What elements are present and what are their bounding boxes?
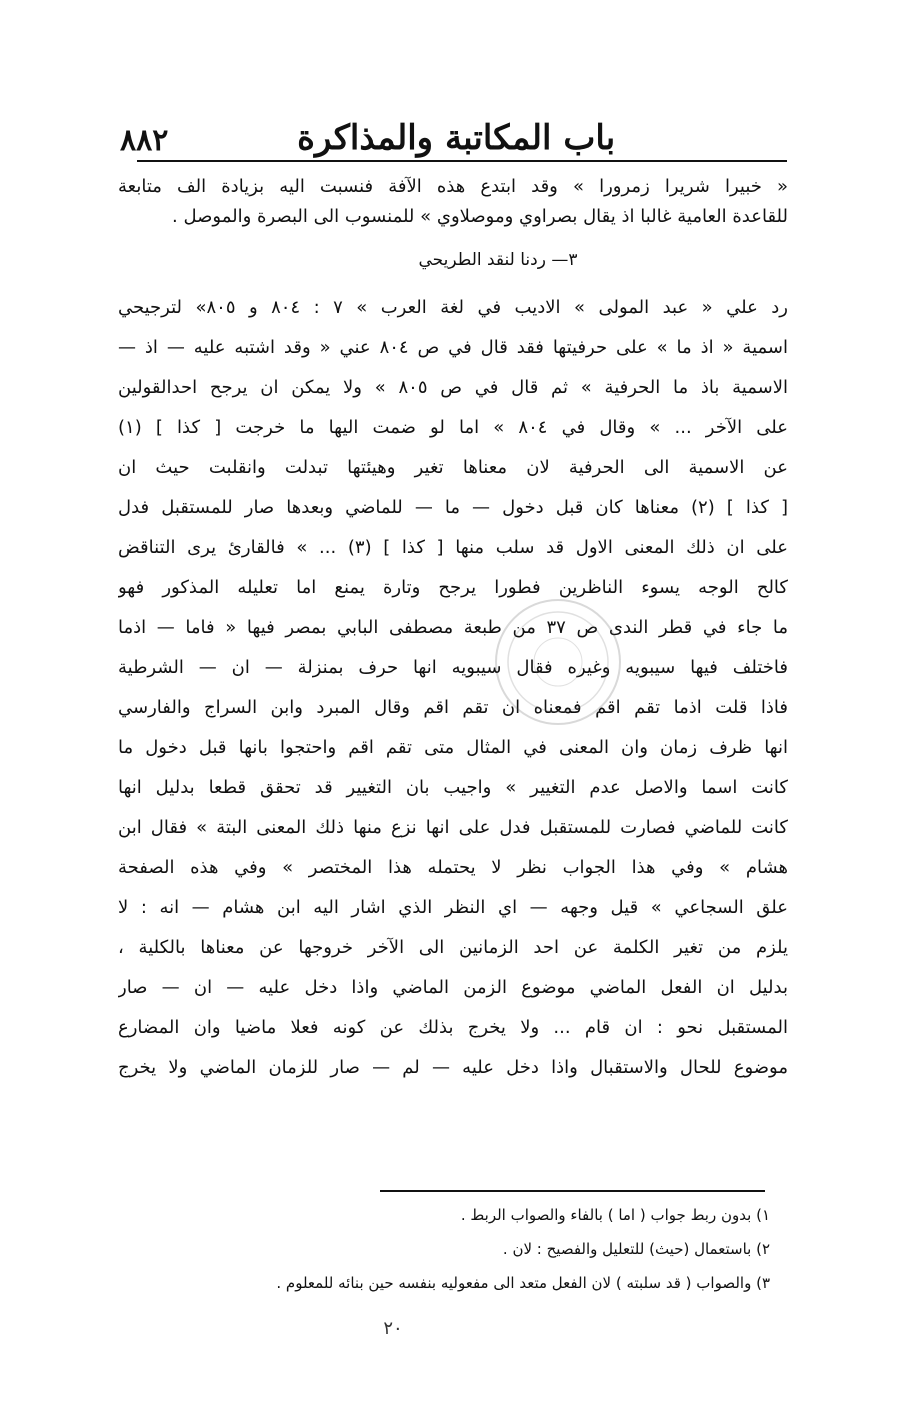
text-line: فاذا قلت اذما تقم اقم فمعناه ان تقم اقم وقال المبرد وابن السراج والفارسي [118,697,788,718]
text-line: للقاعدة العامية غالبا اذ يقال بصراوي وموصلاوي » للمنسوب الى البصرة والموصل . [172,206,788,227]
text-line: على الآخر ... » وقال في ٨٠٤ » اما لو ضمت اليها ما خرجت [ كذا ] (١) [118,417,788,438]
library-stamp [488,592,628,732]
text-line: فاختلف فيها سيبويه وغيره فقال سيبويه انها حرف بمنزلة — ان — الشرطية [118,657,788,678]
page-header [120,108,804,158]
footnote: ٢) باستعمال (حيث) للتعليل والفصيح : لان . [502,1240,770,1258]
text-line: [ كذا ] (٢) معناها كان قبل دخول — ما — للماضي وبعدها صار للمستقبل فدل [118,497,788,518]
text-line: كانت للماضي فصارت للمستقبل فدل على انها نزع منها ذلك المعنى البتة » فقال ابن [118,817,788,838]
text-line: كالح الوجه يسوء الناظرين فطورا يرجح وتارة يمنع اما تعليله المذكور فهو [118,577,788,598]
footnote: ١) بدون ربط جواب ( اما ) بالفاء والصواب الربط . [460,1206,770,1224]
text-line: موضوع للحال والاستقبال واذا دخل عليه — لم — صار للزمان الماضي ولا يخرج [118,1057,788,1078]
text-line: عن الاسمية الى الحرفية لان معناها تغير وهيئتها تبدلت وانقلبت حيث ان [118,457,788,478]
text-line: علق السجاعي » قيل وجهه — اي النظر الذي اشار اليه ابن هشام — انه : لا [118,897,788,918]
text-line: رد علي « عبد المولى » الاديب في لغة العرب » ٧ : ٨٠٤ و ٨٠٥» لترجيحي [118,297,788,318]
text-line: يلزم من تغير الكلمة عن احد الزمانين الى الآخر خروجها عن معناها بالكلية ، [118,937,788,958]
body-text [118,172,788,1088]
text-line: اسمية « اذ ما » على حرفيتها فقد قال في ص ٨٠٤ عني « وقد اشتبه عليه — اذ — [118,337,788,358]
signature-mark: ٢٠ [383,1318,403,1339]
text-line: كانت اسما والاصل عدم التغيير » واجيب بان التغيير قد تحقق قطعا بدليل انها [118,777,788,798]
page-number: ٨٨٢ [120,123,169,158]
text-line: « خبيرا شريرا زمرورا » وقد ابتدع هذه الآفة فنسبت اليه بزيادة الف متابعة [118,176,788,197]
header-rule [137,160,787,162]
text-line: على ان ذلك المعنى الاول قد سلب منها [ كذا ] (٣) ... » فالقارئ يرى التناقض [118,537,788,558]
text-line: هشام » وفي هذا الجواب نظر لا يحتمله هذا المختصر » وفي هذه الصفحة [118,857,788,878]
text-line: بدليل ان الفعل الماضي موضوع الزمن الماضي واذا دخل عليه — ان — صار [118,977,788,998]
text-line: انها ظرف زمان وان المعنى في المثال متى تقم اقم واحتجوا بانها قبل دخول ما [118,737,788,758]
text-line: الاسمية باذ ما الحرفية » ثم قال في ص ٨٠٥ » ولا يمكن ان يرجح احدالقولين [118,377,788,398]
text-line: ما جاء في قطر الندى ص ٣٧ من طبعة مصطفى البابي بمصر فيها « فاما — اذما [118,617,788,638]
footnotes [160,1198,770,1300]
footnote-rule [380,1190,765,1192]
running-title: باب المكاتبة والمذاكرة [297,118,616,158]
text-line: المستقبل نحو : ان قام ... ولا يخرج بذلك عن كونه فعلا ماضيا وان المضارع [118,1017,788,1038]
footnote: ٣) والصواب ( قد سلبته ) لان الفعل متعد الى مفعوليه بنفسه حين بنائه للمعلوم . [276,1274,770,1292]
section-heading: ٣— ردنا لنقد الطريحي [418,250,578,270]
